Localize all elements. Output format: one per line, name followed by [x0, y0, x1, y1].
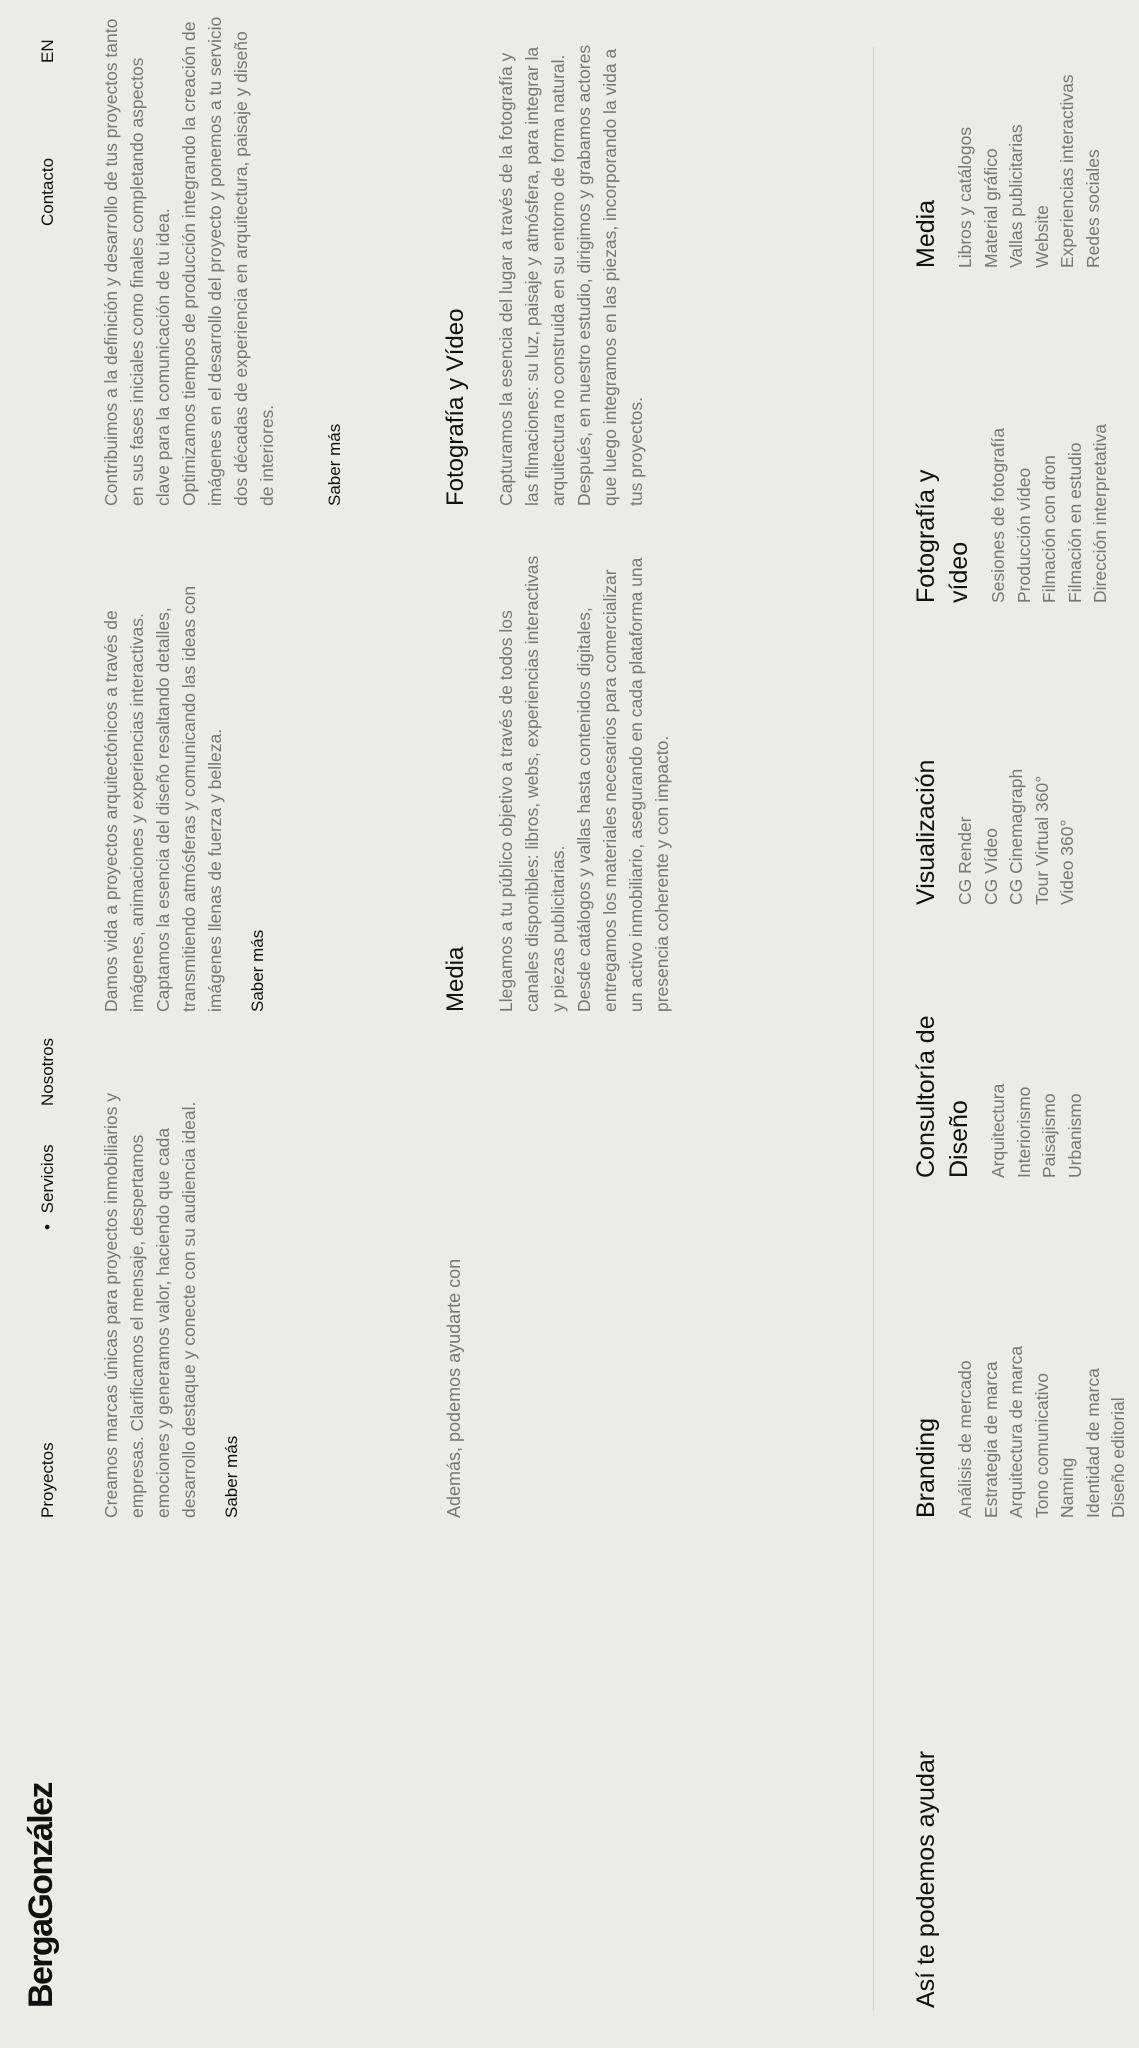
service-list-consulting	[986, 1008, 1088, 1178]
intro-text-branding: Creamos marcas únicas para proyectos inmobiliarios y empresas. Clarificamos el mensaje, despertamos emociones y generamos valor, haciendo que cada desarrollo destaque y conecte con su audiencia ideal.	[101, 1092, 199, 1518]
nav-projects[interactable]: Proyectos	[38, 1442, 57, 1518]
list-item: Redes sociales	[1082, 149, 1103, 268]
photo-video-description: Capturamos la esencia del lugar a través de la fotografía y las filmaciones: su luz, paisaje y atmósfera, para integrar la arquitectura no construida en su entorno de forma natural. Después, en nuestro estudio, dirigimos y grabamos actores que luego integramos en las piezas, incorporando la vida a tus proyectos.	[496, 44, 646, 506]
visualization-more-link[interactable]: Saber más	[248, 929, 267, 1012]
media-description: Llegamos a tu público objetivo a través de todos los canales disponibles: libros, webs, experiencias interactivas y piezas publicitarias. Desde catálogos y vallas hasta contenidos digitales, entregamos los materiales necesarios para comercializar un activo inmobiliario, asegurando en cada plataforma una presencia coherente y con impacto.	[496, 555, 672, 1012]
nav-active-marker: •	[38, 1224, 57, 1230]
list-item: Experiencias interactivas	[1057, 74, 1077, 268]
branding-more-link[interactable]: Saber más	[222, 1435, 241, 1518]
nav-services[interactable]	[38, 1144, 58, 1230]
list-item: Diseño editorial	[1108, 1397, 1128, 1518]
photo-video-title: Fotografía y Vídeo	[442, 308, 469, 506]
service-title-consulting: Consultoría de Diseño	[912, 1015, 973, 1178]
list-item: Interiorismo	[1013, 1086, 1034, 1178]
list-item: Filmación en estudio	[1064, 442, 1085, 603]
list-item: Arquitectura	[988, 1083, 1008, 1178]
service-title-photo-video: Fotografía y vídeo	[912, 469, 973, 603]
list-item: Estrategia de marca	[980, 1361, 1001, 1518]
service-list-photo-video	[986, 424, 1114, 603]
list-item: Tour Virtual 360°	[1031, 775, 1052, 905]
media-title: Media	[442, 946, 469, 1012]
nav-contact[interactable]: Contacto	[38, 157, 57, 226]
service-column-branding	[910, 1338, 1132, 1518]
list-item: Paisajismo	[1039, 1093, 1059, 1178]
list-item: Identidad de marca	[1082, 1368, 1103, 1518]
list-item: Naming	[1057, 1457, 1077, 1518]
service-title-visualization: Visualización	[912, 759, 940, 905]
list-item: Análisis de mercado	[955, 1360, 975, 1518]
intro-text-visualization: Damos vida a proyectos arquitectónicos a través de imágenes, animaciones y experiencias interactivas. Captamos la esencia del diseño resaltando detalles, transmitiendo atmósferas y comunicando las ideas con imágenes llenas de fuerza y belleza.	[101, 585, 225, 1012]
service-title-branding: Branding	[912, 1417, 940, 1518]
list-item: Tono comunicativo	[1031, 1373, 1052, 1518]
nav-about[interactable]: Nosotros	[38, 1037, 57, 1106]
list-item: Filmación con dron	[1039, 455, 1059, 603]
list-item: CG Render	[955, 816, 975, 905]
list-item: CG Vídeo	[980, 828, 1001, 905]
list-item: CG Cinemagraph	[1006, 768, 1026, 905]
intro-text-consulting: Contribuimos a la definición y desarrollo de tus proyectos tanto en sus fases iniciales como finales completando aspectos clave para la comunicación de tu idea. Optimizamos tiempos de producción integrando la creación de imágenes en el desarrollo del proyecto y ponemos a tu servicio dos décadas de experiencia en arquitectura, paisaje y diseño de interiores.	[101, 16, 277, 506]
service-column-visualization	[910, 705, 1081, 905]
list-item: Dirección interpretativa	[1090, 424, 1110, 603]
services-heading: Así te podemos ayudar	[912, 1750, 940, 2008]
list-item: Libros y catálogos	[955, 126, 975, 268]
service-title-media: Media	[912, 199, 940, 268]
language-switch[interactable]: EN	[38, 39, 57, 63]
list-item: Urbanismo	[1064, 1093, 1085, 1178]
consulting-more-link[interactable]: Saber más	[325, 423, 344, 506]
list-item: Producción vídeo	[1013, 467, 1034, 603]
list-item: Vallas publicitarias	[1006, 124, 1026, 268]
service-column-photo-video	[910, 424, 1114, 603]
section-divider	[873, 47, 874, 2010]
service-list-visualization	[953, 705, 1081, 905]
list-item: Arquitectura de marca	[1006, 1345, 1026, 1518]
service-column-consulting	[910, 1008, 1088, 1178]
service-list-media	[953, 68, 1106, 268]
service-column-media	[910, 68, 1106, 268]
list-item: Website	[1031, 205, 1052, 268]
list-item: Video 360°	[1057, 819, 1077, 905]
list-item: Material gráfico	[980, 148, 1001, 268]
nav-services-label: Servicios	[38, 1144, 57, 1214]
list-item: Sesiones de fotografía	[988, 427, 1008, 603]
service-list-branding	[953, 1338, 1132, 1518]
brand-logo[interactable]: BergaGonzález	[22, 1783, 60, 2008]
also-help-label: Además, podemos ayudarte con	[444, 1258, 464, 1518]
